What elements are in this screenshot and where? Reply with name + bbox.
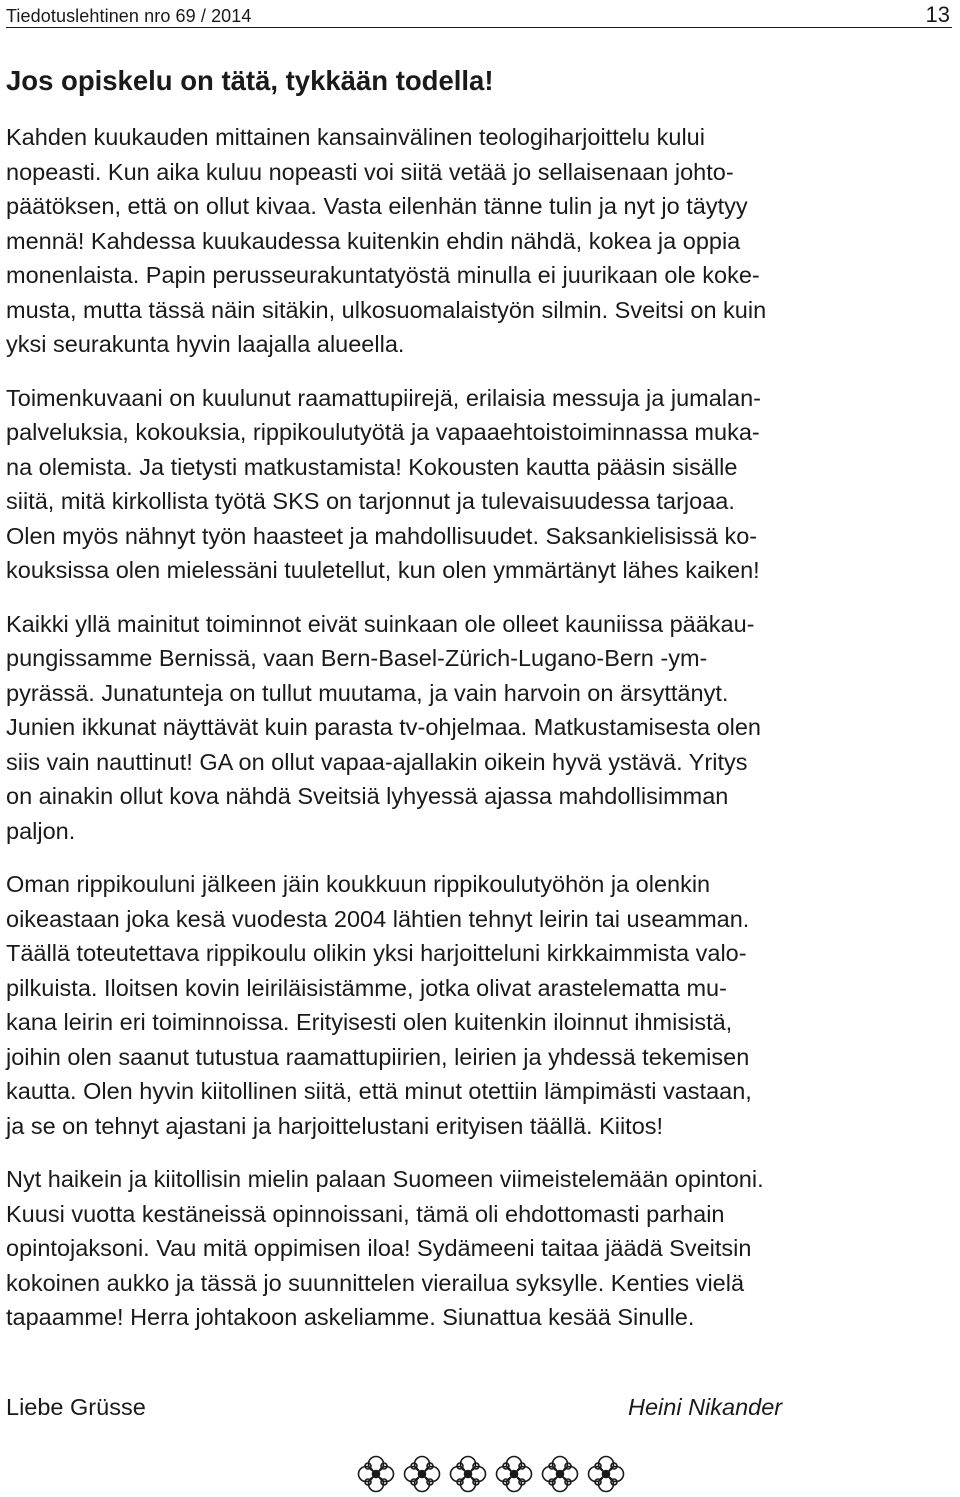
article-paragraph-3: Kaikki yllä mainitut toiminnot eivät suinkaan ole olleet kauniissa pääkau- pungissamme Bernissä, vaan Bern-Basel-Zürich-Lugano-Bern -ym- pyrässä. Junatunteja on tullut muutama, ja vain harvoin on ärsyttänyt. Junien ikkunat näyttävät kuin parasta tv-ohjelmaa. Matkustamisesta olen siis vain nauttinut! GA on ollut vapaa-ajallakin oikein hyvä ystävä. Yritys on ainakin ollut kova nähdä Sveitsiä lyhyessä ajassa mahdollisimman paljon. (6, 610, 762, 844)
page-number: 13 (925, 2, 950, 27)
article-paragraph-5: Nyt haikein ja kiitollisin mielin palaan Suomeen viimeistelemään opintoni. Kuusi vuotta kestäneissä opinnoissani, tämä oli ehdottomasti parhain opintojaksoni. Vau mitä oppimisen iloa! Sydämeeni taitaa jäädä Sveitsin kokoinen aukko ja tässä jo suunnittelen vierailua syksylle. Kenties vielä tapaamme! Herra johtakoon askeliamme. Siunattua kesää Sinulle. (6, 1166, 764, 1330)
header-divider (6, 27, 952, 28)
signoff (6, 1394, 960, 1430)
ornament-row (356, 1454, 626, 1494)
article-paragraph-4: Oman rippikouluni jälkeen jäin koukkuun rippikoulutyöhön ja olenkin oikeastaan joka kesä vuodesta 2004 lähtien tehnyt leirin tai useamman. Täällä toteutettava rippikoulu olikin yksi harjoitteluni kirkkaimmista valo- pilkuista. Iloitsen kovin leiriläisistämme, jotka olivat arastelematta mu- kana leirin eri toiminnoissa. Erityisesti olen kuitenkin iloinnut ihmisistä, joihin olen saanut tutustua raamattupiirien, leirien ja yhdessä tekemisen kautta. Olen hyvin kiitollinen siitä, että minut otettiin lämpimästi vastaan, ja se on tehnyt ajastani ja harjoittelustani erityisen täällä. Kiitos! (6, 871, 752, 1139)
flower-ornament-icon (586, 1454, 626, 1494)
flower-ornament-icon (540, 1454, 580, 1494)
article (6, 62, 954, 1354)
author-signature: Heini Nikander (628, 1394, 783, 1420)
closing-greeting: Liebe Grüsse (6, 1394, 146, 1420)
article-title: Jos opiskelu on tätä, tykkään todella! (6, 65, 494, 96)
flower-ornament-icon (402, 1454, 442, 1494)
article-paragraph-2: Toimenkuvaani on kuulunut raamattupiirejä, erilaisia messuja ja jumalan- palveluksia, kokouksia, rippikoulutyötä ja vapaaehtoistoiminnassa muka- na olemista. Ja tietysti matkustamista! Kokousten kautta pääsin sisälle siitä, mitä kirkollista työtä SKS on tarjonnut ja tulevaisuudessa tarjoaa. Olen myös nähnyt työn haasteet ja mahdollisuudet. Saksankielisissä ko- kouksissa olen mielessäni tuuletellut, kun olen ymmärtänyt lähes kaiken! (6, 384, 761, 583)
publication-title: Tiedotuslehtinen nro 69 / 2014 (6, 6, 252, 26)
page-header (6, 0, 952, 30)
flower-ornament-icon (448, 1454, 488, 1494)
flower-ornament-icon (494, 1454, 534, 1494)
flower-ornament-icon (356, 1454, 396, 1494)
article-paragraph-1: Kahden kuukauden mittainen kansainvälinen teologiharjoittelu kului nopeasti. Kun aika kuluu nopeasti voi siitä vetää jo sellaisenaan johto- päätöksen, että on ollut kivaa. Vasta eilenhän tänne tulin ja nyt jo täytyy mennä! Kahdessa kuukaudessa kuitenkin ehdin nähdä, kokea ja oppia monenlaista. Papin perusseurakuntatyöstä minulla ei juurikaan ole koke- musta, mutta tässä näin sitäkin, ulkosuomalaistyön silmin. Sveitsi on kuin yksi seurakunta hyvin laajalla alueella. (6, 124, 767, 357)
